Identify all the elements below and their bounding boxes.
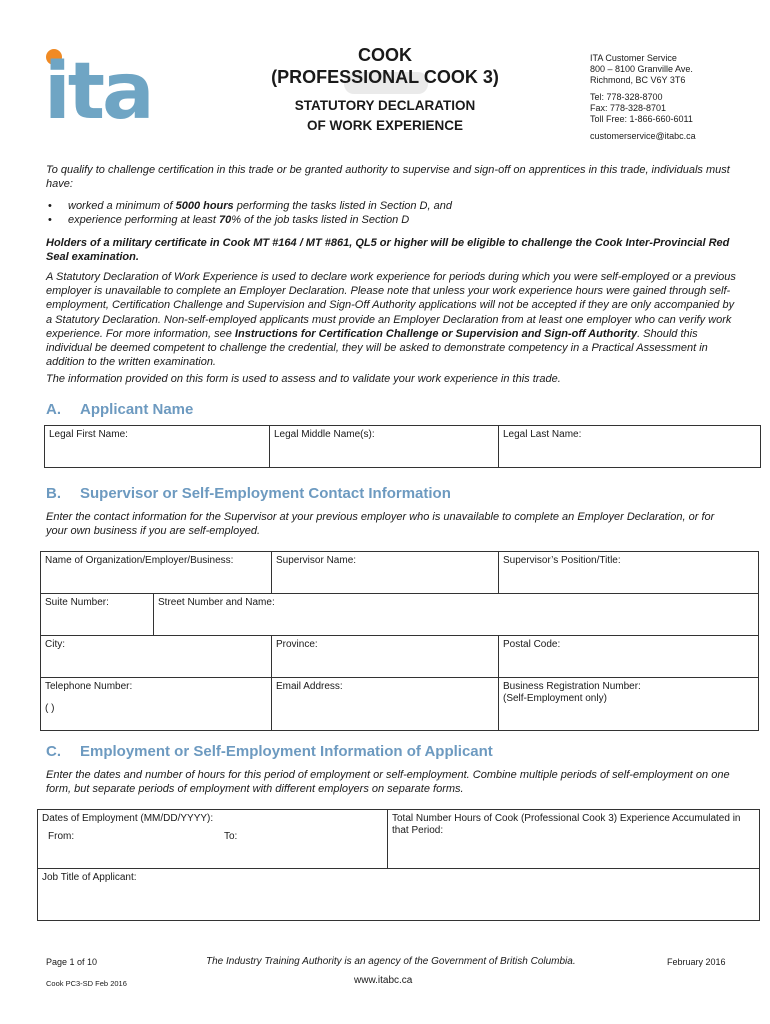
section-a-heading: A. Applicant Name <box>46 401 194 418</box>
job-title-field[interactable]: Job Title of Applicant: <box>42 872 137 883</box>
contact-fax: Fax: 778-328-8701 <box>590 103 667 113</box>
telephone-field[interactable]: Telephone Number: ( ) <box>41 678 271 730</box>
contact-tollfree: Toll Free: 1-866-660-6011 <box>590 114 693 124</box>
province-field[interactable]: Province: <box>276 639 318 650</box>
contact-email[interactable]: customerservice@itabc.ca <box>590 131 696 141</box>
supervisor-position-field[interactable]: Supervisor’s Position/Title: <box>503 555 621 566</box>
contact-tel: Tel: 778-328-8700 <box>590 92 663 102</box>
agency-statement: The Industry Training Authority is an agency of the Government of British Columbia. <box>206 956 576 967</box>
title-sub-2: OF WORK EXPERIENCE <box>306 118 463 133</box>
declaration-text: A Statutory Declaration of Work Experience is used to declare work experience for periods during which you were self-employed or a previous employer is unavailable to complete an Employer Declaration. Please note that unless your work experience hours were gained through self-employment, Certification Challenge and Supervision and Sign-Off Authority applications will not be accepted if they are only accompanied by a Statutory Declaration. Non-self-employed applicants must provide an Employer Declaration from at least one employer who can verify work experience. For more information, see Instructions for Certification Challenge or Supervision and Sign-off Authority. Should this individual be deemed competent to challenge the credential, they will be asked to demonstrate competency in a Practical Assessment in addition to the written examination. <box>46 271 736 369</box>
requirement-hours: • worked a minimum of 5000 hours performing the tasks listed in Section D, and <box>48 200 452 212</box>
phone-area-code: ( ) <box>45 703 55 714</box>
legal-middle-name-field[interactable]: Legal Middle Name(s): <box>274 429 375 440</box>
total-hours-field[interactable]: Total Number Hours of Cook (Professional Cook 3) Experience Accumulated in that Period: <box>392 813 741 836</box>
date-to-label: To: <box>224 831 238 842</box>
contact-info-table <box>40 551 759 731</box>
postal-code-field[interactable]: Postal Code: <box>503 639 561 650</box>
ita-logo <box>44 46 154 137</box>
page-number: Page 1 of 10 <box>46 957 98 967</box>
website-link[interactable]: www.itabc.ca <box>354 975 413 986</box>
section-b-description: Enter the contact information for the Supervisor at your previous employer who is unavailable to complete an Employer Declaration, or for your own business if you are self-employed. <box>46 511 715 537</box>
contact-address-1: 800 – 8100 Granville Ave. <box>590 64 693 74</box>
section-c-heading: C. Employment or Self-Employment Information of Applicant <box>46 743 493 760</box>
title-trade: COOK <box>358 45 412 65</box>
organization-name-field[interactable]: Name of Organization/Employer/Business: <box>45 555 234 566</box>
contact-block <box>590 53 760 142</box>
contact-address-2: Richmond, BC V6Y 3T6 <box>590 75 686 85</box>
logo-text: ita <box>44 47 152 137</box>
document-title <box>262 44 508 136</box>
street-address-field[interactable]: Street Number and Name: <box>158 597 275 608</box>
title-level: (PROFESSIONAL COOK 3) <box>271 67 499 87</box>
employment-info-table <box>37 809 760 921</box>
section-b-heading: B. Supervisor or Self-Employment Contact Information <box>46 485 451 502</box>
employment-dates-field[interactable]: Dates of Employment (MM/DD/YYYY): From: To: <box>42 813 238 842</box>
city-field[interactable]: City: <box>45 639 65 650</box>
supervisor-name-field[interactable]: Supervisor Name: <box>276 555 357 566</box>
military-note: Holders of a military certificate in Cook MT #164 / MT #861, QL5 or higher will be eligible to challenge the Cook Inter-Provincial Red Seal examination. <box>46 237 730 263</box>
intro-text: To qualify to challenge certification in this trade or be granted authority to supervise and sign-off on apprentices in this trade, individuals must have: <box>46 164 730 190</box>
legal-last-name-field[interactable]: Legal Last Name: <box>503 429 582 440</box>
requirement-tasks: • experience performing at least 70% of the job tasks listed in Section D <box>48 214 410 226</box>
date-from-label: From: <box>48 831 75 842</box>
business-registration-field[interactable]: Business Registration Number: (Self-Employment only) <box>503 681 641 704</box>
email-field[interactable]: Email Address: <box>276 681 343 692</box>
form-code: Cook PC3-SD Feb 2016 <box>46 979 127 988</box>
revision-date: February 2016 <box>667 957 726 967</box>
applicant-name-table <box>44 425 761 468</box>
requirements-list <box>46 199 736 227</box>
contact-name: ITA Customer Service <box>590 53 677 63</box>
title-sub-1: STATUTORY DECLARATION <box>294 98 476 113</box>
legal-first-name-field[interactable]: Legal First Name: <box>49 429 128 440</box>
suite-number-field[interactable]: Suite Number: <box>45 597 109 608</box>
instructions-link: Instructions for Certification Challenge or Supervision and Sign-off Authority <box>234 327 638 340</box>
section-c-description: Enter the dates and number of hours for this period of employment or self-employment. Combine multiple periods of self-employment on one form, but separate periods of employment with different employers on separate forms. <box>46 769 730 795</box>
info-use-text: The information provided on this form is used to assess and to validate your work experience in this trade. <box>46 373 561 385</box>
